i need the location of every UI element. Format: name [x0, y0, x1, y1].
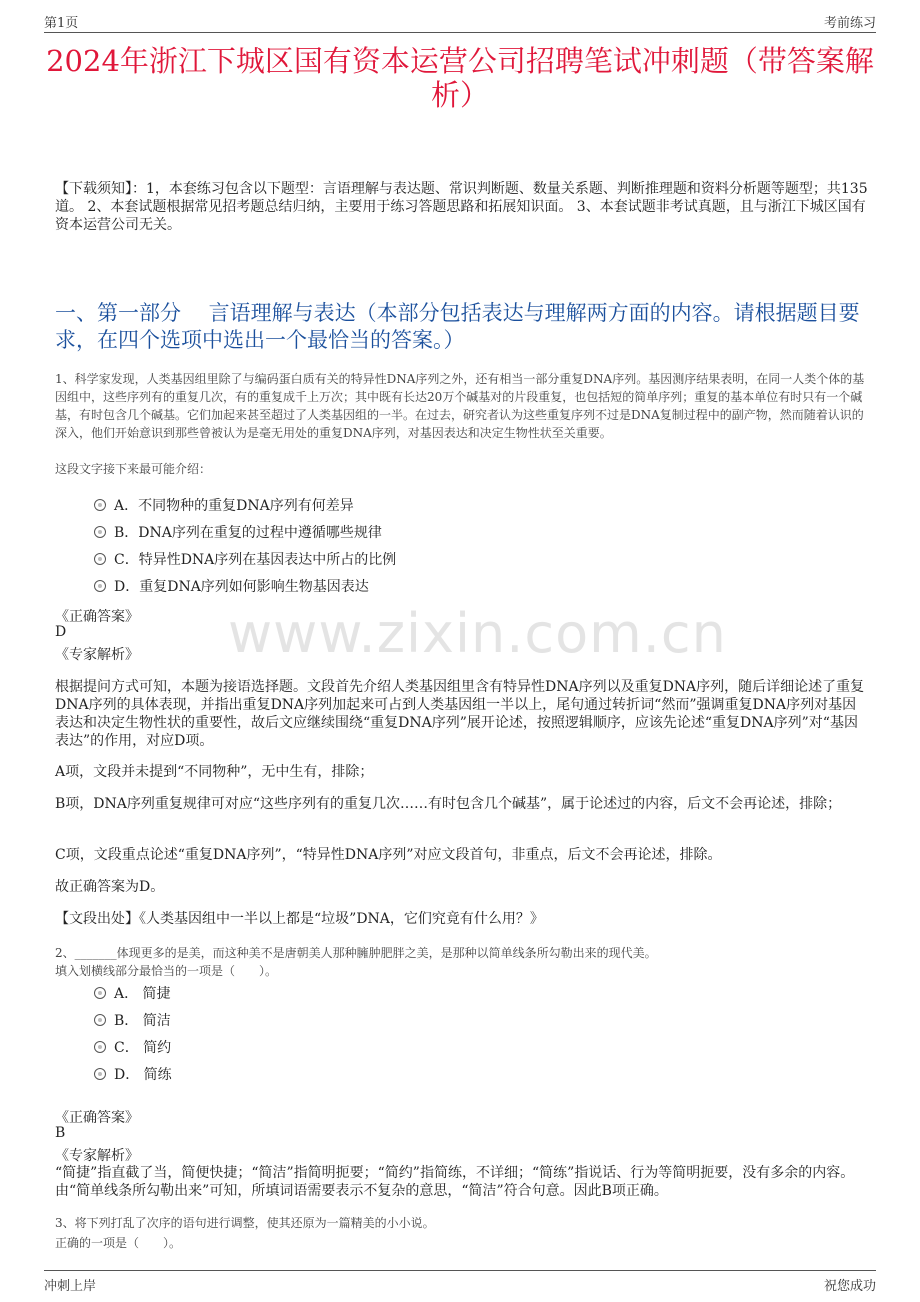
option-label: C． 简约: [114, 1040, 172, 1056]
q1-option-b[interactable]: [94, 523, 382, 543]
radio-icon[interactable]: [94, 1014, 106, 1026]
q1-analysis-label: 《专家解析》: [55, 647, 139, 663]
q2-answer: B: [55, 1125, 66, 1141]
header-label: 考前练习: [823, 16, 876, 31]
radio-icon[interactable]: [94, 553, 106, 565]
option-label: C．特异性DNA序列在基因表达中所占的比例: [114, 552, 397, 568]
footer-left: 冲刺上岸: [44, 1279, 97, 1294]
q1-option-a[interactable]: [94, 496, 354, 516]
q2-option-b[interactable]: [94, 1011, 171, 1031]
page-header: [44, 10, 876, 33]
download-notice: 【下载须知】：1，本套练习包含以下题型：言语理解与表达题、常识判断题、数量关系题、判断推理题和资料分析题等题型；共135道。 2、本套试题根据常见招考题总结归纳，主要用于练习答题思路和拓展知识面。 3、本套试题非考试真题，且与浙江下城区国有资本运营公司无关。: [55, 181, 868, 233]
page-number: 第1页: [44, 16, 79, 31]
q1-analysis-c: C项，文段重点论述“重复DNA序列”，“特异性DNA序列”对应文段首句，非重点，后文不会再论述，排除。: [55, 847, 722, 863]
radio-icon[interactable]: [94, 580, 106, 592]
q2-option-c[interactable]: [94, 1038, 171, 1058]
watermark: www.zixin.com.cn: [228, 602, 727, 665]
option-label: B．DNA序列在重复的过程中遵循哪些规律: [114, 525, 382, 541]
q2-analysis: “简捷”指直截了当，简便快捷；“简洁”指简明扼要；“简约”指简练，不详细；“简练”指说话、行为等简明扼要，没有多余的内容。由“简单线条所勾勒出来”可知，所填词语需要表示不复杂的意思，“简洁”符合句意。因此B项正确。: [55, 1165, 855, 1199]
option-label: D．重复DNA序列如何影响生物基因表达: [114, 579, 369, 595]
radio-icon[interactable]: [94, 499, 106, 511]
q1-analysis-main: 根据提问方式可知，本题为接语选择题。文段首先介绍人类基因组里含有特异性DNA序列以及重复DNA序列，随后详细论述了重复DNA序列的具体表现，并指出重复DNA序列加起来可占到人类基因组一半以上，尾句通过转折词“然而”强调重复DNA序列对基因表达和决定生物性状的重要性，故后文应继续围绕“重复DNA序列”展开论述，按照逻辑顺序，应该先论述“重复DNA序列”对“基因表达”的作用，对应D项。: [55, 679, 865, 749]
question-2-stem: 2、_______体现更多的是美，而这种美不是唐朝美人那种臃肿肥胖之美，是那种以简单线条所勾勒出来的现代美。: [55, 946, 657, 960]
radio-icon[interactable]: [94, 1041, 106, 1053]
option-label: A． 简捷: [114, 986, 171, 1002]
question-3-stem: 3、将下列打乱了次序的语句进行调整，使其还原为一篇精美的小小说。: [55, 1216, 435, 1230]
question-1-stem: 1、科学家发现，人类基因组里除了与编码蛋白质有关的特异性DNA序列之外，还有相当一部分重复DNA序列。基因测序结果表明，在同一人类个体的基因组中，这些序列有的重复几次，有的重复成千上万次；其中既有长达20万个碱基对的片段重复，也包括短的简单序列；重复的基本单位有时只有一个碱基，有时包含几个碱基。它们加起来甚至超过了人类基因组的一半。在过去，研究者认为这些重复序列不过是DNA复制过程中的副产物，然而随着认识的深入，他们开始意识到那些曾被认为是毫无用处的重复DNA序列，对基因表达和决定生物性状至关重要。: [55, 372, 865, 440]
q1-analysis-conclusion: 故正确答案为D。: [55, 879, 165, 895]
option-label: A．不同物种的重复DNA序列有何差异: [114, 498, 354, 514]
q1-answer: D: [55, 624, 67, 640]
question-2-prompt: 填入划横线部分最恰当的一项是（ ）。: [55, 964, 278, 978]
question-1-prompt: 这段文字接下来最可能介绍：: [55, 462, 212, 476]
section-heading: 一、第一部分 言语理解与表达（本部分包括表达与理解两方面的内容。请根据题目要求，在四个选项中选出一个最恰当的答案。）: [55, 301, 860, 352]
page-title: 2024年浙江下城区国有资本运营公司招聘笔试冲刺题（带答案解析）: [46, 44, 874, 112]
radio-icon[interactable]: [94, 987, 106, 999]
q1-option-d[interactable]: [94, 577, 369, 597]
q2-option-a[interactable]: [94, 984, 171, 1004]
q1-analysis-a: A项，文段并未提到“不同物种”，无中生有，排除；: [55, 764, 374, 780]
q1-source: 【文段出处】《人类基因组中一半以上都是“垃圾”DNA，它们究竟有什么用？》: [55, 911, 544, 927]
radio-icon[interactable]: [94, 526, 106, 538]
q2-analysis-label: 《专家解析》: [55, 1148, 139, 1164]
q1-option-c[interactable]: [94, 550, 396, 570]
q1-answer-label: 《正确答案》: [55, 609, 139, 625]
option-label: B． 简洁: [114, 1013, 171, 1029]
option-label: D． 简练: [114, 1067, 172, 1083]
q2-option-d[interactable]: [94, 1065, 172, 1085]
q1-analysis-b: B项，DNA序列重复规律可对应“这些序列有的重复几次……有时包含几个碱基”，属于论述过的内容，后文不会再论述，排除；: [55, 796, 842, 812]
page-footer: [44, 1270, 876, 1295]
q2-answer-label: 《正确答案》: [55, 1110, 139, 1126]
radio-icon[interactable]: [94, 1068, 106, 1080]
question-3-prompt: 正确的一项是（ ）。: [55, 1236, 182, 1250]
footer-right: 祝您成功: [823, 1279, 876, 1294]
